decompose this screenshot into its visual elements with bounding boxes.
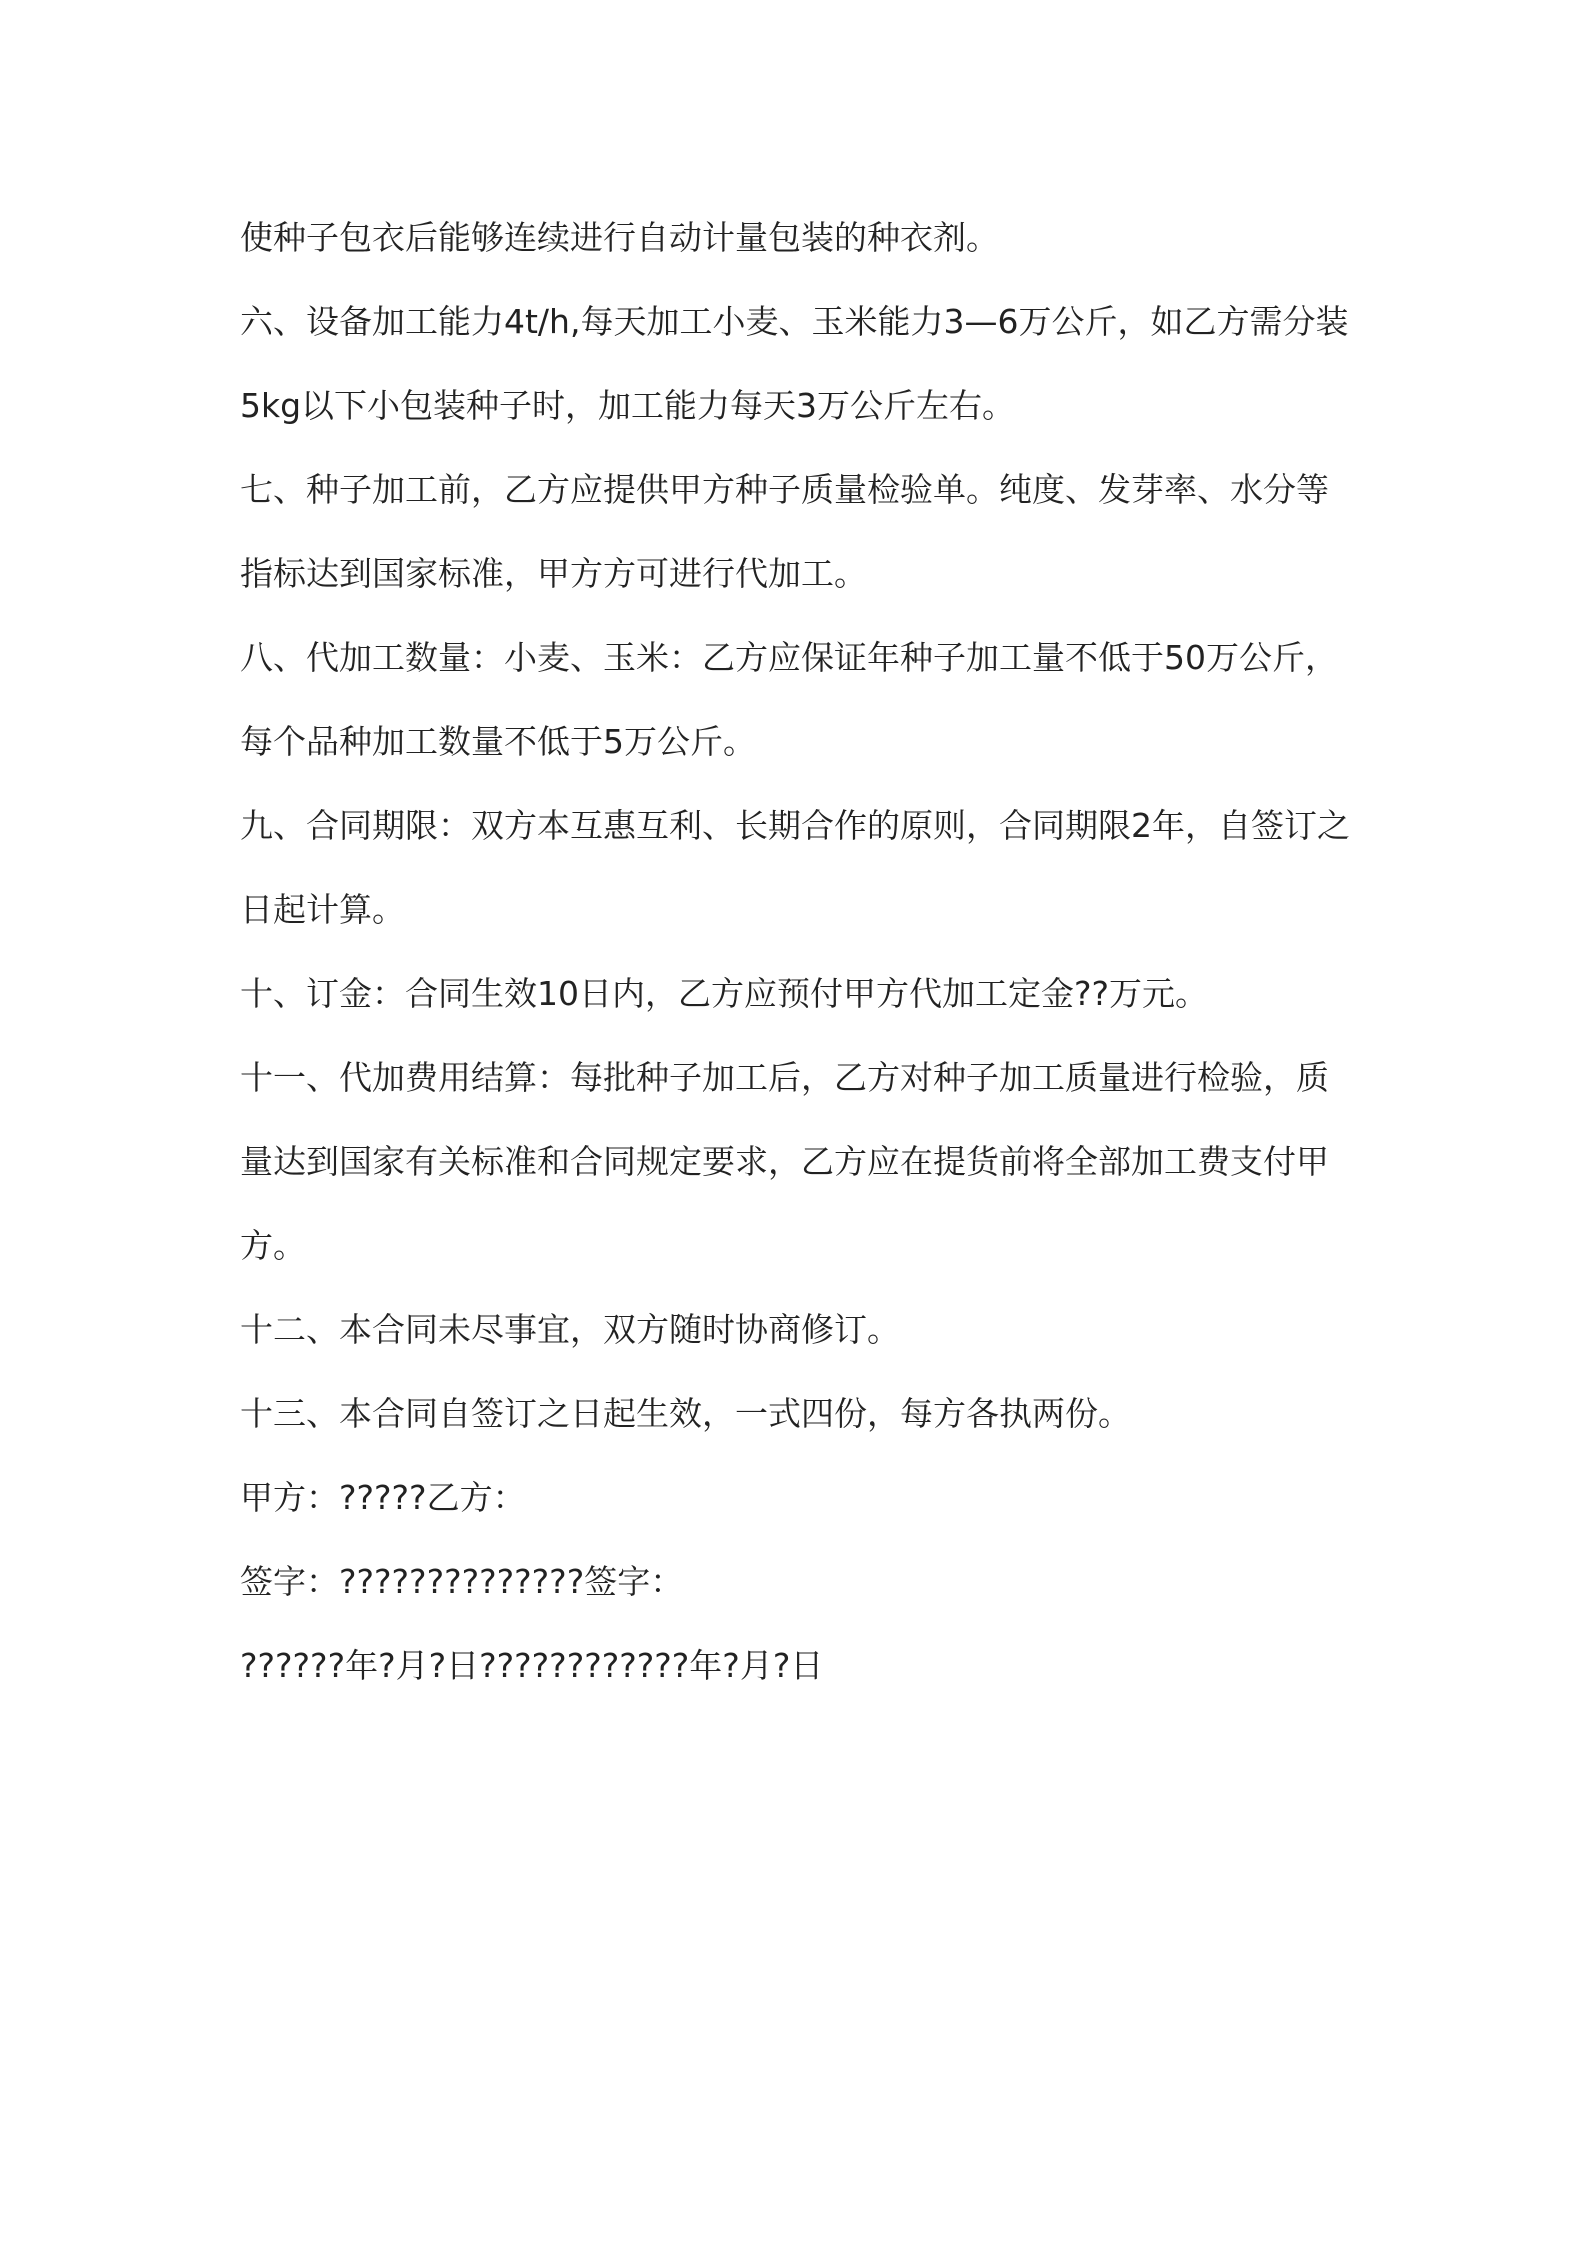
party-line: 甲方：?????乙方： [240,1478,526,1517]
paragraph-1: 使种子包衣后能够连续进行自动计量包装的种衣剂。 [240,218,999,257]
clause-12: 十二、本合同未尽事宜，双方随时协商修订。 [240,1310,900,1349]
clause-7: 七、种子加工前，乙方应提供甲方种子质量检验单。纯度、发芽率、水分等指标达到国家标准，甲方方可进行代加工。 [240,470,1329,593]
clause-11: 十一、代加费用结算：每批种子加工后，乙方对种子加工质量进行检验，质量达到国家有关标准和合同规定要求，乙方应在提货前将全部加工费支付甲方。 [240,1058,1329,1265]
date-line: ??????年?月?日????????????年?月?日 [240,1646,824,1685]
clause-13: 十三、本合同自签订之日起生效，一式四份，每方各执两份。 [240,1394,1131,1433]
signature-line: 签字：??????????????签字： [240,1562,684,1601]
clause-9: 九、合同期限：双方本互惠互利、长期合作的原则，合同期限2年，自签订之日起计算。 [240,806,1350,929]
clause-6: 六、设备加工能力4t/h,每天加工小麦、玉米能力3—6万公斤，如乙方需分装5kg以下小包装种子时，加工能力每天3万公斤左右。 [240,302,1349,425]
clause-10: 十、订金：合同生效10日内，乙方应预付甲方代加工定金??万元。 [240,974,1209,1013]
clause-8: 八、代加工数量：小麦、玉米：乙方应保证年种子加工量不低于50万公斤，每个品种加工数量不低于5万公斤。 [240,638,1338,761]
contract-body [240,196,1350,1708]
